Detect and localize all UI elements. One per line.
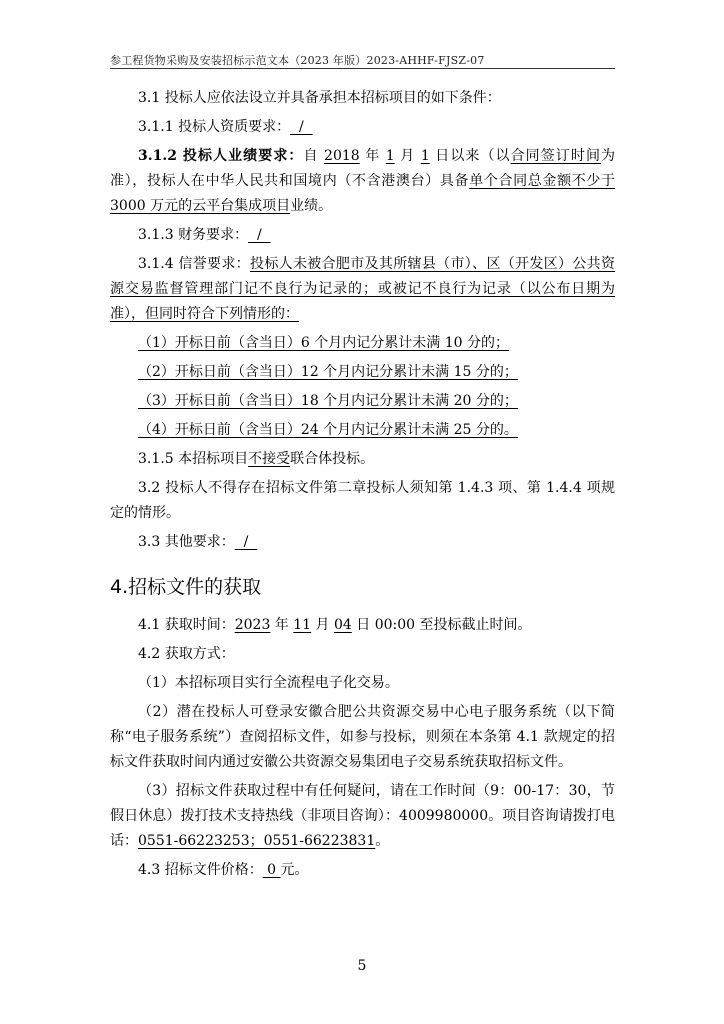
- credit-list: [110, 331, 615, 443]
- text-fragment: （3）招标文件获取过程中有任何疑问，请在工作时间（9：00-17：30，节假日休息）拨打技术支持热线（非项目咨询）：4009980000。项目咨询请拨打电话：: [110, 783, 615, 849]
- text-fragment: 为准），投标人在中华人民共和国境内（不含港澳台）具备: [110, 148, 616, 189]
- text-fragment: 业绩。: [290, 198, 333, 214]
- value-consortium: 不接受: [248, 451, 291, 467]
- credit-item: （2）开标日前（含当日）12 个月内记分累计未满 15 分的；: [138, 364, 518, 380]
- text-fragment: 4.1 获取时间：: [138, 617, 235, 633]
- para-3-1-3: [110, 223, 615, 248]
- value-month: 1: [385, 148, 395, 164]
- running-header: 参工程货物采购及安装招标示范文本（2023 年版）2023-AHHF-FJSZ-07: [110, 54, 485, 67]
- value-day: 1: [420, 148, 430, 164]
- para-4-1: [110, 613, 615, 638]
- value-month: 11: [293, 617, 312, 633]
- value-phones: 0551-66223253；0551-66223831: [138, 833, 376, 849]
- text-fragment: 年: [270, 617, 294, 633]
- document-body: [110, 86, 615, 883]
- value-day: 04: [334, 617, 352, 633]
- text-fragment: 月: [311, 617, 334, 633]
- text-fragment: 。: [375, 833, 390, 849]
- value-price: 0: [262, 862, 281, 878]
- label-finance: 3.1.3 财务要求：: [138, 227, 249, 243]
- value-qualification: /: [290, 119, 313, 135]
- para-3-1-1: [110, 115, 615, 140]
- label-credit: 3.1.4 信誉要求：: [138, 256, 250, 272]
- value-year: 2018: [324, 148, 360, 164]
- value-requirement: 单个合同总金额不少于 3000 万元的云平台集成项目: [110, 173, 616, 214]
- label-other: 3.3 其他要求：: [138, 534, 235, 550]
- text-fragment: 日 00:00 至投标截止时间。: [351, 617, 532, 633]
- text-fragment: 元。: [280, 862, 309, 878]
- para-4-2-3: [110, 779, 615, 854]
- para-4-3: [110, 858, 615, 883]
- para-4-2-1: （1）本招标项目实行全流程电子化交易。: [138, 675, 399, 691]
- credit-item: （3）开标日前（含当日）18 个月内记分累计未满 20 分的；: [138, 393, 518, 409]
- para-3-1: 3.1 投标人应依法设立并具备承担本招标项目的如下条件：: [138, 90, 501, 106]
- text-fragment: 4.3 招标文件价格：: [138, 862, 263, 878]
- para-3-1-5: [110, 447, 615, 472]
- para-4-2: 4.2 获取方式：: [138, 646, 235, 662]
- credit-item: （1）开标日前（含当日）6 个月内记分累计未满 10 分的；: [138, 335, 509, 351]
- text-fragment: 日以来（以: [429, 148, 511, 164]
- para-3-2: 3.2 投标人不得存在招标文件第二章投标人须知第 1.4.3 项、第 1.4.4 项规定的情形。: [110, 480, 615, 521]
- section-heading: 4.招标文件的获取: [110, 576, 262, 598]
- label-performance: 3.1.2 投标人业绩要求：: [138, 148, 304, 164]
- header-rule: [110, 68, 615, 69]
- para-3-1-4: [110, 252, 615, 327]
- value-finance: /: [248, 227, 271, 243]
- credit-item: （4）开标日前（含当日）24 个月内记分累计未满 25 分的。: [138, 422, 518, 438]
- value-other: /: [234, 534, 258, 550]
- text-fragment: 自: [303, 148, 325, 164]
- value-year: 2023: [234, 617, 271, 633]
- para-3-3: [110, 530, 615, 555]
- text-fragment: 3.1.5 本招标项目: [138, 451, 249, 467]
- value-credit: 投标人未被合肥市及其所辖县（市）、区（开发区）公共资源交易监督管理部门记不良行为记录的；或被记不良行为记录（以公布日期为准），但同时符合下列情形的：: [110, 256, 615, 322]
- text-fragment: 月: [394, 148, 421, 164]
- label-qualification: 3.1.1 投标人资质要求：: [138, 119, 291, 135]
- text-fragment: 联合体投标。: [290, 451, 375, 467]
- text-fragment: 年: [359, 148, 386, 164]
- para-4-2-2: （2）潜在投标人可登录安徽合肥公共资源交易中心电子服务系统（以下简称“电子服务系统”）查阅招标文件，如参与投标，则须在本条第 4.1 款规定的招标文件获取时间内通过安徽公共资源交易集团电子交易系统获取招标文件。: [110, 704, 615, 770]
- page-number: 5: [357, 958, 367, 974]
- para-3-1-2: [110, 144, 615, 219]
- value-basis: 合同签订时间: [510, 148, 602, 164]
